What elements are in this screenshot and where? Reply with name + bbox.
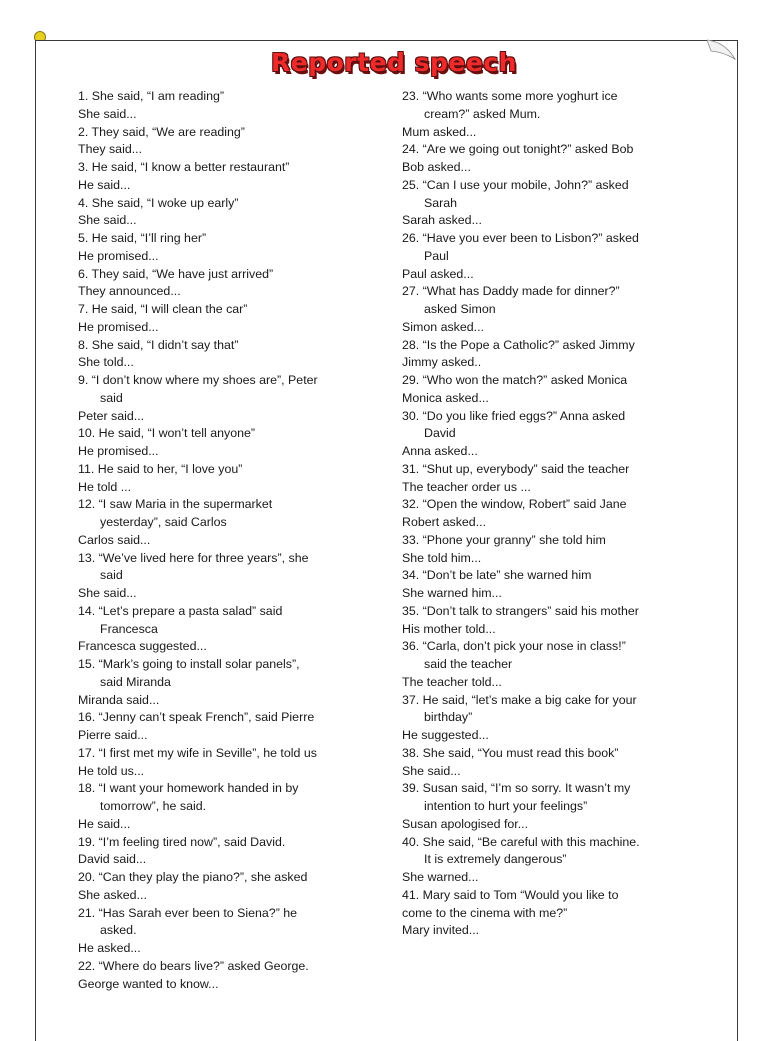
answer-starter: He said... bbox=[78, 816, 131, 831]
exercise-item bbox=[78, 88, 334, 124]
answer-starter: He promised... bbox=[78, 444, 159, 458]
answer-starter: He suggested... bbox=[402, 728, 489, 742]
answer-starter: The teacher told... bbox=[402, 674, 502, 689]
exercise-item bbox=[402, 283, 658, 336]
exercise-item bbox=[402, 372, 658, 408]
answer-starter: He asked... bbox=[78, 941, 141, 955]
answer-starter: She told him... bbox=[402, 550, 482, 565]
exercise-prompt: 28. “Is the Pope a Catholic?” asked Jimmy bbox=[402, 337, 635, 352]
exercise-item bbox=[78, 195, 334, 231]
exercise-prompt: 20. “Can they play the piano?”, she asked bbox=[78, 870, 308, 884]
answer-starter: Sarah asked... bbox=[402, 213, 482, 228]
exercise-item bbox=[78, 709, 334, 745]
answer-starter: They said... bbox=[78, 142, 143, 157]
exercise-prompt: 22. “Where do bears live?” asked George. bbox=[78, 958, 309, 973]
answer-starter: She warned him... bbox=[402, 586, 502, 600]
answer-starter: Paul asked... bbox=[402, 266, 474, 281]
exercise-item bbox=[78, 745, 334, 781]
exercise-item bbox=[402, 141, 658, 177]
exercise-item bbox=[78, 958, 334, 994]
exercise-item bbox=[78, 301, 334, 337]
exercise-prompt: 8. She said, “I didn’t say that” bbox=[78, 337, 239, 352]
exercise-prompt: 21. “Has Sarah ever been to Siena?” he asked. bbox=[78, 905, 298, 938]
exercise-item bbox=[402, 177, 658, 230]
answer-starter: She asked... bbox=[78, 887, 147, 902]
exercise-item bbox=[78, 869, 334, 905]
answer-starter: Bob asked... bbox=[402, 160, 471, 174]
exercise-item bbox=[78, 656, 334, 709]
page-curl-corner bbox=[707, 38, 739, 60]
exercise-prompt: 35. “Don’t talk to strangers” said his mother bbox=[402, 603, 639, 618]
exercise-prompt: 40. She said, “Be careful with this machine. It is extremely dangerous” bbox=[402, 834, 640, 867]
exercise-item bbox=[78, 337, 334, 373]
exercise-item bbox=[402, 408, 658, 461]
exercise-prompt: 16. “Jenny can’t speak French”, said Pierre bbox=[78, 710, 315, 725]
exercise-prompt: 37. He said, “let’s make a big cake for your birthday” bbox=[402, 692, 637, 725]
exercise-prompt: 25. “Can I use your mobile, John?” asked Sarah bbox=[402, 177, 629, 210]
exercise-prompt: 2. They said, “We are reading” bbox=[78, 124, 245, 139]
exercise-prompt: 10. He said, “I won’t tell anyone” bbox=[78, 426, 256, 441]
exercise-item bbox=[78, 834, 334, 870]
answer-starter: Monica asked... bbox=[402, 390, 489, 405]
answer-starter: She said... bbox=[78, 213, 137, 228]
exercise-prompt: 39. Susan said, “I’m so sorry. It wasn’t my intention to hurt your feelings” bbox=[402, 781, 631, 813]
answer-starter: Francesca suggested... bbox=[78, 639, 207, 654]
exercise-item bbox=[78, 461, 334, 497]
exercise-prompt: 26. “Have you ever been to Lisbon?” asked Paul bbox=[402, 231, 639, 263]
exercise-prompt: 9. “I don’t know where my shoes are”, Peter said bbox=[78, 373, 318, 405]
answer-starter: Simon asked... bbox=[402, 319, 484, 334]
exercise-prompt: 41. Mary said to Tom “Would you like to bbox=[402, 887, 619, 902]
exercise-prompt: 11. He said to her, “I love you” bbox=[78, 461, 243, 476]
exercise-prompt: 17. “I first met my wife in Seville”, he told us bbox=[78, 745, 317, 760]
answer-starter: He promised... bbox=[78, 319, 159, 334]
answer-starter: He promised... bbox=[78, 248, 159, 263]
exercise-prompt: 23. “Who wants some more yoghurt ice cream?” asked Mum. bbox=[402, 89, 618, 121]
exercise-list-left bbox=[78, 88, 334, 993]
answer-starter: David said... bbox=[78, 852, 147, 867]
exercise-prompt: 6. They said, “We have just arrived” bbox=[78, 266, 274, 281]
exercise-prompt: 19. “I’m feeling tired now”, said David. bbox=[78, 834, 286, 849]
exercise-item bbox=[402, 496, 658, 532]
answer-starter: Mary invited... bbox=[402, 923, 480, 938]
exercise-prompt: 5. He said, “I’ll ring her” bbox=[78, 231, 207, 245]
exercise-prompt: 33. “Phone your granny” she told him bbox=[402, 532, 606, 547]
exercise-item bbox=[402, 461, 658, 497]
exercise-prompt: 15. “Mark’s going to install solar panels”, said Miranda bbox=[78, 657, 300, 689]
answer-starter: She told... bbox=[78, 355, 134, 370]
exercise-prompt: 36. “Carla, don’t pick your nose in class!” said the teacher bbox=[402, 639, 626, 671]
answer-starter: She said... bbox=[78, 586, 137, 600]
exercise-prompt: 1. She said, “I am reading” bbox=[78, 89, 225, 103]
exercise-prompt: 24. “Are we going out tonight?” asked Bob bbox=[402, 142, 634, 157]
answer-starter: Robert asked... bbox=[402, 515, 487, 529]
answer-starter: He told ... bbox=[78, 479, 132, 494]
answer-starter: The teacher order us ... bbox=[402, 479, 531, 494]
answer-starter: She said... bbox=[402, 763, 461, 778]
exercise-prompt: 27. “What has Daddy made for dinner?” asked Simon bbox=[402, 284, 620, 316]
exercise-item bbox=[78, 124, 334, 160]
exercise-item bbox=[78, 496, 334, 549]
exercise-item bbox=[78, 780, 334, 833]
exercise-item bbox=[402, 337, 658, 373]
exercise-item bbox=[402, 834, 658, 887]
exercise-item bbox=[402, 603, 658, 639]
answer-starter: Mum asked... bbox=[402, 124, 477, 139]
answer-starter: Pierre said... bbox=[78, 728, 148, 742]
answer-starter: His mother told... bbox=[402, 621, 496, 636]
answer-starter: He told us... bbox=[78, 763, 145, 778]
exercise-prompt: 12. “I saw Maria in the supermarket yesterday”, said Carlos bbox=[78, 497, 273, 529]
exercise-prompt: 13. “We’ve lived here for three years”, she said bbox=[78, 550, 309, 583]
exercise-prompt: 38. She said, “You must read this book” bbox=[402, 745, 619, 760]
exercise-item bbox=[78, 372, 334, 425]
answer-starter: He said... bbox=[78, 177, 131, 192]
answer-starter: Anna asked... bbox=[402, 444, 478, 458]
exercise-item bbox=[402, 887, 658, 940]
exercise-prompt: 34. “Don’t be late” she warned him bbox=[402, 568, 592, 583]
exercise-item bbox=[402, 230, 658, 283]
exercise-item bbox=[402, 638, 658, 691]
exercise-item bbox=[78, 425, 334, 461]
exercise-item bbox=[402, 532, 658, 568]
exercise-prompt: 18. “I want your homework handed in by tomorrow”, he said. bbox=[78, 781, 299, 813]
exercise-item bbox=[402, 745, 658, 781]
answer-starter: She said... bbox=[78, 106, 137, 121]
exercise-prompt: 30. “Do you like fried eggs?” Anna asked David bbox=[402, 408, 626, 441]
answer-starter: Miranda said... bbox=[78, 692, 160, 707]
exercise-item bbox=[78, 905, 334, 958]
exercise-item bbox=[402, 567, 658, 603]
exercise-item bbox=[402, 692, 658, 745]
exercise-item bbox=[402, 780, 658, 833]
exercise-item bbox=[402, 88, 658, 141]
exercise-prompt: 3. He said, “I know a better restaurant” bbox=[78, 160, 290, 174]
answer-starter: Peter said... bbox=[78, 408, 145, 423]
answer-starter: Susan apologised for... bbox=[402, 816, 529, 831]
exercise-item bbox=[78, 603, 334, 656]
exercise-prompt-continuation: come to the cinema with me?” bbox=[402, 905, 568, 920]
answer-starter: George wanted to know... bbox=[78, 976, 219, 991]
page-title: Reported speech bbox=[271, 48, 517, 77]
answer-starter: Carlos said... bbox=[78, 532, 151, 547]
exercise-prompt: 14. “Let’s prepare a pasta salad” said Francesca bbox=[78, 603, 283, 636]
exercise-list-right bbox=[402, 88, 658, 940]
exercise-prompt: 31. “Shut up, everybody” said the teacher bbox=[402, 461, 630, 476]
exercise-prompt: 29. “Who won the match?” asked Monica bbox=[402, 373, 628, 387]
answer-starter: Jimmy asked.. bbox=[402, 355, 482, 370]
exercise-prompt: 32. “Open the window, Robert” said Jane bbox=[402, 497, 627, 512]
exercise-item bbox=[78, 230, 334, 266]
exercise-prompt: 7. He said, “I will clean the car” bbox=[78, 302, 248, 316]
exercise-item bbox=[78, 159, 334, 195]
exercise-item bbox=[78, 550, 334, 603]
answer-starter: They announced... bbox=[78, 284, 181, 299]
exercise-item bbox=[78, 266, 334, 302]
exercise-prompt: 4. She said, “I woke up early” bbox=[78, 195, 239, 210]
answer-starter: She warned... bbox=[402, 870, 479, 884]
